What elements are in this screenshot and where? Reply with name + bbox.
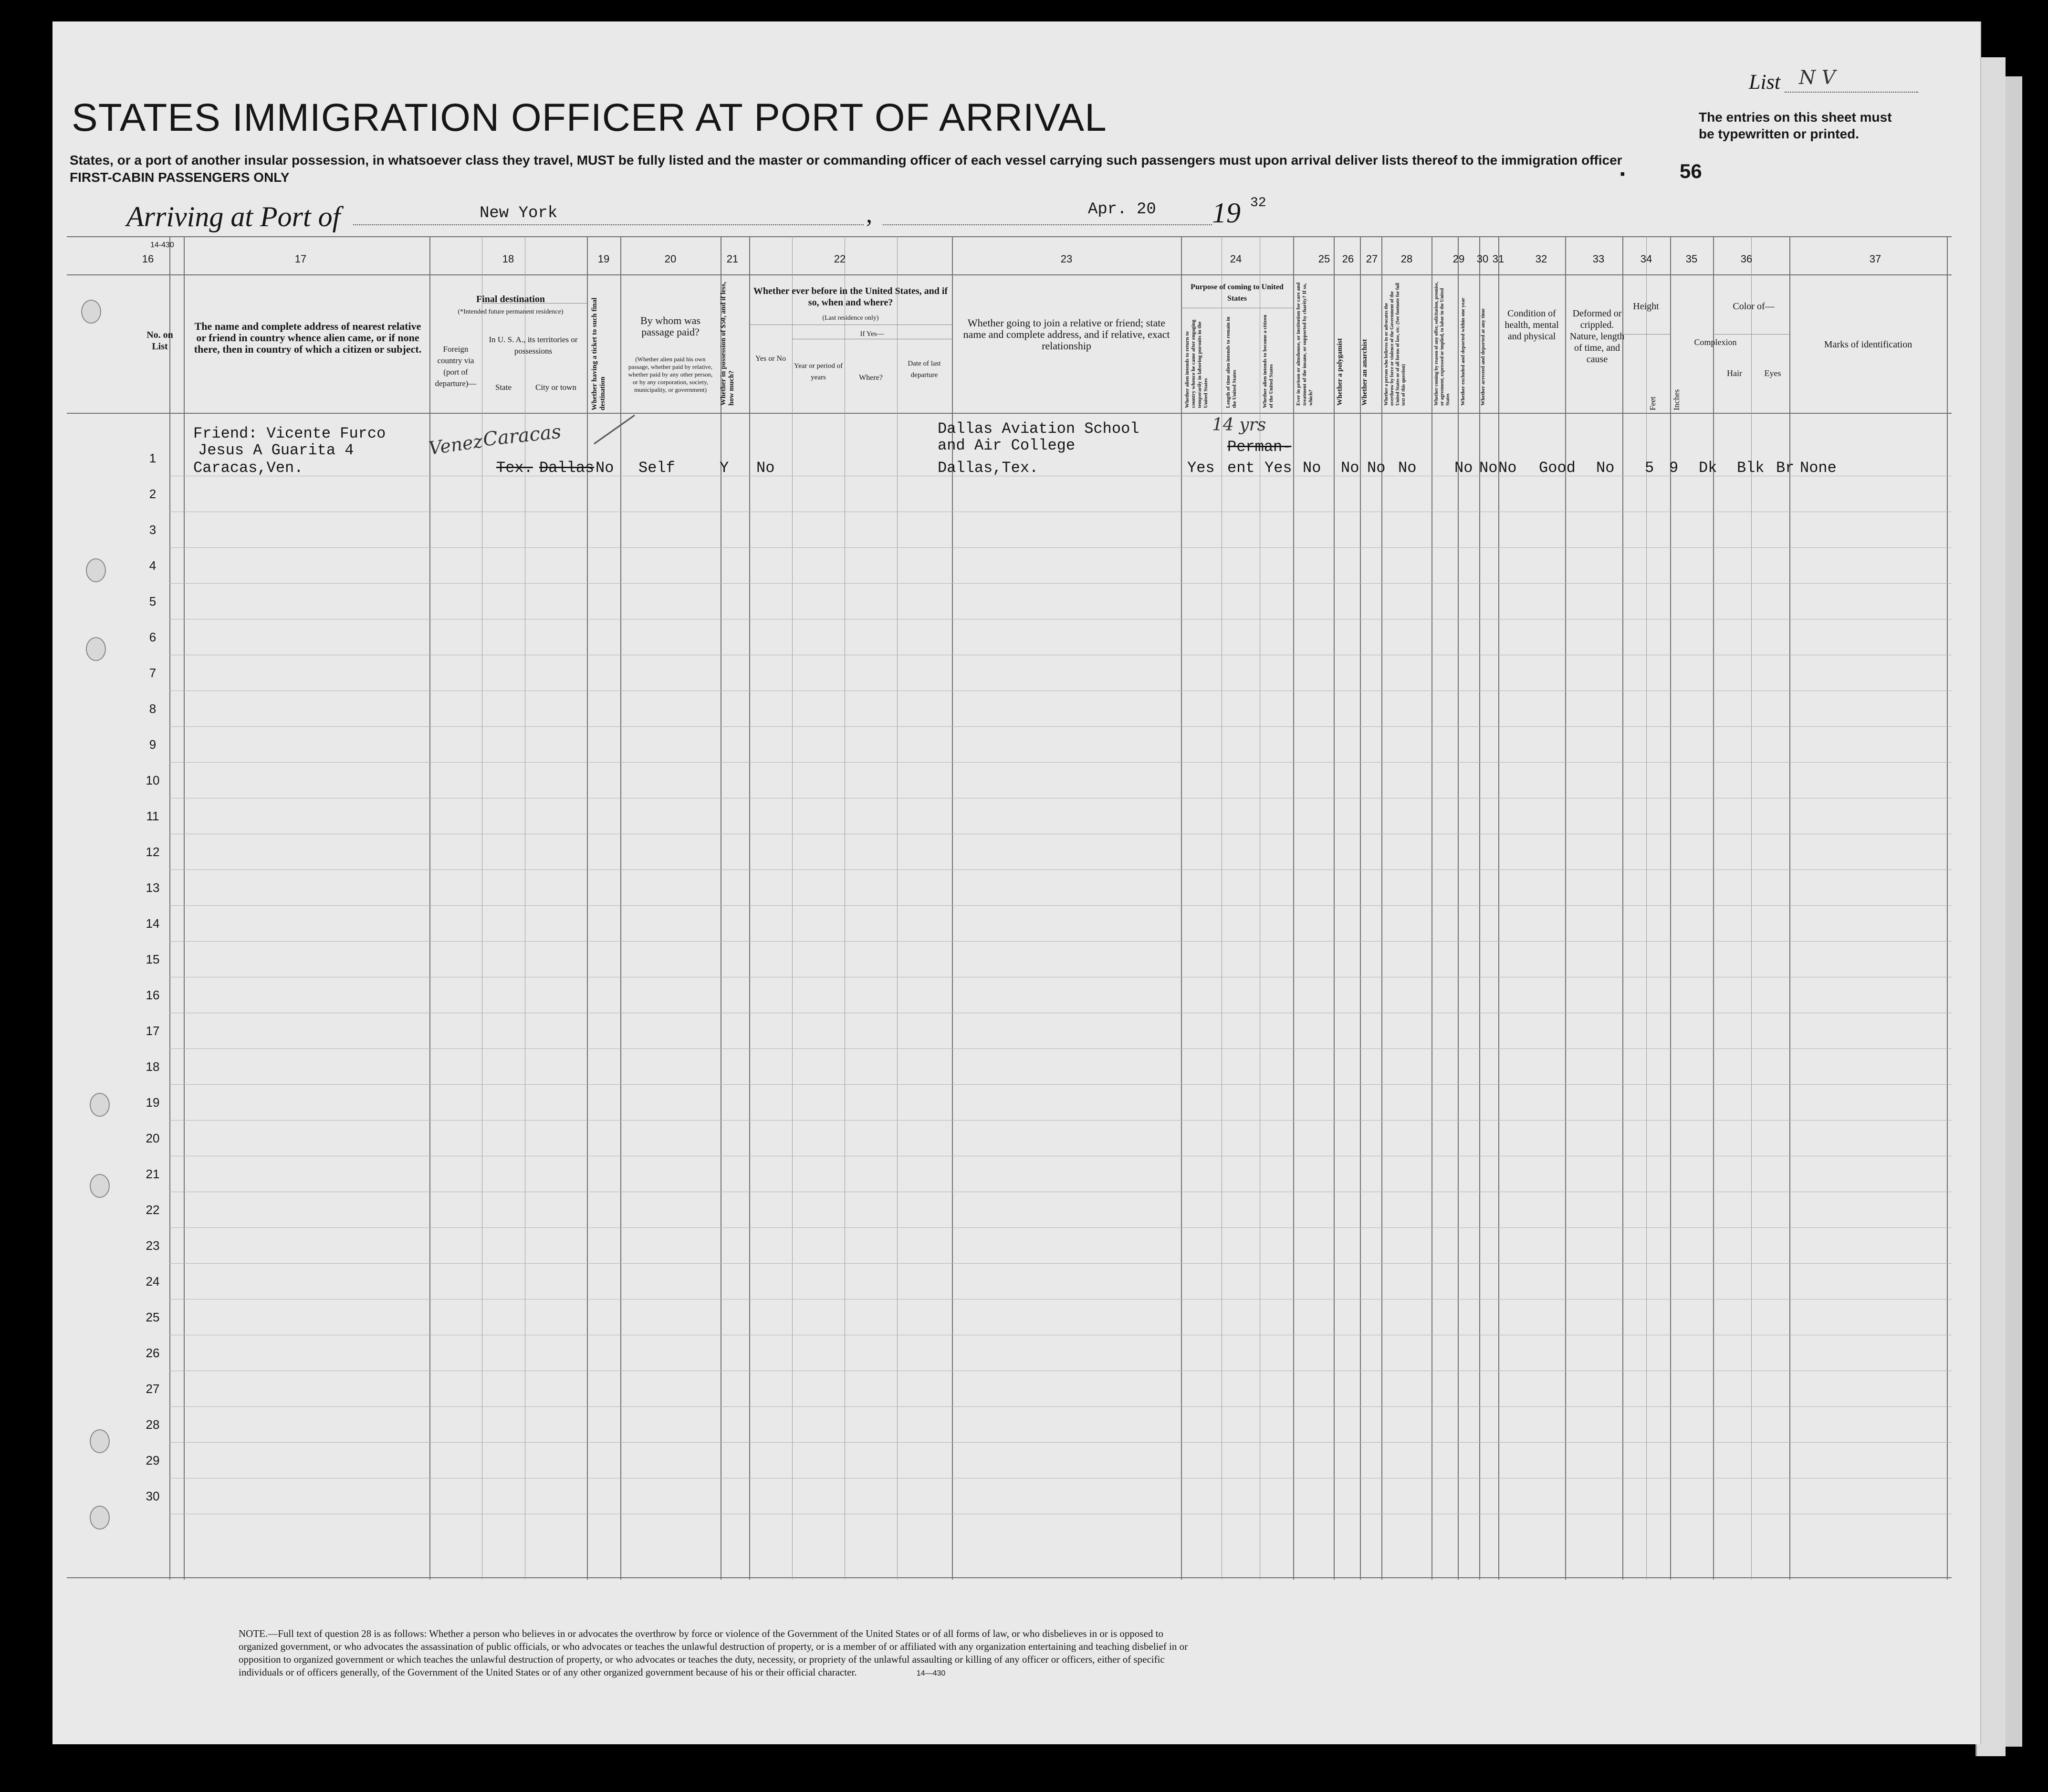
col-line	[1458, 236, 1459, 1580]
col18-foreign: Foreign country via (port of departure)—	[435, 345, 477, 388]
page-title: STATES IMMIGRATION OFFICER AT PORT OF ARRIVAL	[72, 96, 1107, 139]
col-number: 29	[1452, 253, 1465, 265]
col36-hair: Hair	[1727, 368, 1742, 378]
col27-header: Whether an anarchist	[1361, 339, 1369, 406]
col-line	[1498, 236, 1499, 1580]
row-number: 29	[146, 1453, 160, 1467]
row-number: 15	[146, 952, 160, 966]
col-number: 16	[142, 253, 154, 265]
intro-line: States, or a port of another insular possession, in whatsoever class they travel, MUST be fully listed and the master or commanding officer of each vessel carrying such passengers must upon arrival deliver lists thereof to the immigration officer	[70, 153, 1622, 168]
arrested-value: No	[1498, 459, 1517, 477]
row-number: 18	[146, 1059, 160, 1074]
col-line	[897, 236, 898, 1580]
row-line	[169, 547, 1952, 548]
col35-header: Complexion	[1694, 337, 1737, 347]
col-number: 23	[1060, 253, 1073, 265]
col20-title: By whom was passage paid?	[640, 314, 700, 338]
ticket-value: No	[596, 459, 614, 477]
row-line	[169, 941, 1952, 942]
row-line	[169, 1263, 1952, 1264]
row-number: 26	[146, 1346, 160, 1360]
row-line	[169, 1227, 1952, 1228]
footnote-form-number: 14—430	[916, 1669, 946, 1677]
row-line	[169, 762, 1952, 763]
col-number: 19	[597, 253, 610, 265]
col34-inches: Inches	[1672, 389, 1681, 410]
col30-header: Whether excluded and deported within one year	[1460, 297, 1466, 406]
col-line	[1334, 236, 1335, 1580]
col-line	[1381, 236, 1382, 1580]
col-line	[587, 236, 588, 1580]
col24-length: Length of time alien intends to remain in the United States	[1225, 316, 1237, 408]
row-number: 28	[146, 1417, 160, 1432]
row-number: 10	[146, 773, 160, 787]
form-number: 14-430	[150, 241, 174, 249]
length-typed: ent	[1227, 459, 1255, 477]
date-line	[883, 224, 1212, 225]
port-value: New York	[480, 204, 558, 222]
join-line: Dallas,Tex.	[938, 459, 1039, 477]
col16-header: No. on List	[146, 330, 173, 352]
subheader-line	[1713, 334, 1789, 335]
col31-header: Whether arrested and deported at any time	[1480, 308, 1486, 406]
row-number: 27	[146, 1382, 160, 1396]
health-value: Good	[1539, 459, 1576, 477]
footnote	[239, 1627, 1202, 1680]
col25-header: Ever in prison or almshouse, or institution for care and treatment of the insane, or supported by charity? If so, which?	[1296, 282, 1314, 406]
row-number: 9	[149, 737, 157, 752]
col-number: 17	[294, 253, 307, 265]
col-number: 32	[1535, 253, 1547, 265]
list-value: N V	[1799, 67, 1836, 89]
state-struck: Tex.	[496, 459, 533, 477]
col-line	[1646, 236, 1647, 1580]
row-number: 12	[146, 845, 160, 859]
col-line	[1670, 236, 1671, 1580]
passage-value: Self	[638, 459, 675, 477]
col-line	[1713, 236, 1714, 1580]
feet-value: 5	[1645, 459, 1654, 477]
anarchist-value: No	[1367, 459, 1386, 477]
row-number: 16	[146, 988, 160, 1002]
row-line	[169, 1048, 1952, 1049]
return-value: Yes	[1187, 459, 1215, 477]
year-suffix: 32	[1250, 196, 1266, 210]
typewritten-notice	[1699, 109, 1892, 142]
relative-line: Caracas,Ven.	[193, 459, 303, 477]
col-line	[1789, 236, 1790, 1580]
col36-title: Color of—	[1733, 301, 1775, 312]
col-number: 31	[1492, 253, 1505, 265]
notice-line: The entries on this sheet must	[1699, 110, 1892, 125]
col-number: 37	[1869, 253, 1881, 265]
col-line	[184, 236, 185, 1580]
col22-date: Date of last departure	[908, 360, 941, 379]
row-number: 6	[149, 630, 157, 644]
arriving-label: Arriving at Port of	[126, 201, 341, 232]
excluded-value: No	[1479, 459, 1498, 477]
row-number: 25	[146, 1310, 160, 1324]
col32-header: Condition of health, mental and physical	[1505, 308, 1559, 342]
polygamist-value: No	[1341, 459, 1359, 477]
col-number: 27	[1366, 253, 1378, 265]
row-number: 23	[146, 1238, 160, 1253]
col-number: 35	[1685, 253, 1698, 265]
col22-yesno: Yes or No	[755, 355, 786, 363]
col22-where: Where?	[859, 374, 883, 382]
row-number: 7	[149, 666, 157, 680]
col29-header: Whether coming by reason of any offer, solicitation, promise, or agreement, expressed or implied, to labor in the United States	[1434, 282, 1451, 406]
hair-value: Blk	[1737, 459, 1765, 477]
col-number: 21	[726, 253, 739, 265]
grid-line	[67, 413, 1952, 414]
col22-ifyes: If Yes—	[860, 330, 884, 338]
join-line: Dallas Aviation School	[938, 420, 1139, 438]
col-line	[1293, 236, 1294, 1580]
col-line	[1751, 236, 1752, 1580]
port-line	[353, 224, 864, 225]
intro-text	[70, 152, 1622, 186]
col-line	[1360, 236, 1361, 1580]
money-value: Y	[720, 459, 729, 477]
row-line	[169, 1120, 1952, 1121]
col19-header: Whether having a ticket to such final destination	[591, 297, 606, 410]
col-number: 34	[1640, 253, 1652, 265]
col36-eyes: Eyes	[1764, 368, 1781, 378]
row-number: 1	[149, 451, 157, 465]
col17-header: The name and complete address of nearest relative or friend in country whence alien came, or if none there, then in country of which a citizen or subject.	[194, 320, 422, 355]
relative-line: Friend: Vicente Furco	[193, 425, 386, 442]
deformed-value: No	[1596, 459, 1615, 477]
col-line	[749, 236, 750, 1580]
list-underline	[1785, 92, 1918, 93]
col-line	[1181, 236, 1182, 1580]
col-number: 20	[664, 253, 677, 265]
col33-header: Deformed or crippled. Nature, length of time, and cause	[1569, 308, 1625, 365]
col22-title: Whether ever before in the United States, and if so, when and where?	[753, 286, 948, 308]
row-number: 3	[149, 523, 157, 537]
col28-header: Whether a person who believes in or advocates the overthrow by force or violence of the Government of the United States or of all forms of law, etc. (See footnote for full text of this question)	[1384, 283, 1406, 406]
row-number: 30	[146, 1489, 160, 1503]
notice-line: be typewritten or printed.	[1699, 126, 1860, 141]
col-number: 25	[1318, 253, 1330, 265]
length-handwritten: 14 yrs	[1212, 415, 1266, 435]
pencil-mark	[592, 410, 639, 449]
col37-header: Marks of identification	[1824, 339, 1912, 350]
row-number: 8	[149, 702, 157, 716]
col-number: 22	[834, 253, 846, 265]
city-struck: Dallas	[539, 459, 595, 477]
row-number: 21	[146, 1167, 160, 1181]
col-number: 18	[502, 253, 514, 265]
col20-sub: (Whether alien paid his own passage, whether paid by relative, whether paid by any other person, or by any corporation, society, municipality, or government)	[628, 356, 713, 393]
page-number: 56	[1680, 160, 1702, 182]
col26-header: Whether a polygamist	[1336, 338, 1344, 406]
marks-value: None	[1800, 459, 1837, 477]
col-number: 24	[1230, 253, 1242, 265]
prison-value: No	[1303, 459, 1321, 477]
row-number: 22	[146, 1203, 160, 1217]
row-number: 13	[146, 880, 160, 895]
col22-year: Year or period of years	[794, 362, 843, 381]
complexion-value: Dk	[1699, 459, 1717, 477]
join-line: and Air College	[938, 437, 1076, 454]
date-value: Apr. 20	[1088, 200, 1156, 219]
row-number: 20	[146, 1131, 160, 1145]
length-struck: Perman-	[1227, 438, 1292, 456]
row-number: 17	[146, 1024, 160, 1038]
year-prefix: 19	[1212, 197, 1241, 229]
col22-sub: (Last residence only)	[822, 314, 879, 322]
citizen-value: Yes	[1264, 459, 1292, 477]
row-line	[169, 583, 1952, 584]
subheader-line	[1622, 334, 1670, 335]
col-line	[1479, 236, 1480, 1580]
comma: ,	[866, 201, 872, 228]
col34-feet: Feet	[1648, 396, 1657, 410]
col-number: 28	[1400, 253, 1413, 265]
foreign-port-handwritten: Venez	[427, 430, 484, 459]
col21-header: Whether in possession of $50, and if less, how much?	[720, 282, 735, 406]
col-number: 30	[1476, 253, 1489, 265]
col18-state: State	[495, 383, 512, 392]
col-line	[169, 236, 170, 1580]
col24-title: Purpose of coming to United States	[1191, 283, 1284, 303]
col24-citizen: Whether alien intends to become a citizen of the United States	[1262, 314, 1274, 408]
relative-line: Jesus A Guarita 4	[198, 441, 354, 459]
row-line	[169, 1084, 1952, 1085]
col-number: 33	[1592, 253, 1605, 265]
grid-line	[67, 236, 1952, 237]
row-line	[169, 1406, 1952, 1407]
row-line	[169, 905, 1952, 906]
row-number: 14	[146, 916, 160, 931]
col23-header: Whether going to join a relative or friend; state name and complete address, and if relative, exact relationship	[963, 317, 1170, 352]
col18-title: Final destination	[476, 294, 545, 304]
footnote-text: NOTE.—Full text of question 28 is as follows: Whether a person who believes in or advocates the overthrow by force or violence of the Government of the United States or of all forms of law, or who disbelieves in or is opposed to organized government, or who advocates the assassination of public officials, or who advocates or teaches the unlawful destruction of property, or is a member of or affiliated with any organization entertaining and teaching disbelief in or opposition to organized government or which teaches the unlawful destruction of property, or who advocates or teaches the duty, necessity, or propriety of the unlawful assaulting or killing of any officer or officers, either of specific individuals or of officers generally, of the Government of the United States or of any other organized government because of his or their official character.	[239, 1628, 1188, 1678]
col18-usa: In U. S. A., its territories or possessions	[489, 335, 578, 356]
col34-title: Height	[1633, 301, 1659, 312]
eyes-value: Br	[1776, 459, 1795, 477]
col-line	[1622, 236, 1623, 1580]
col18-city: City or town	[535, 383, 576, 392]
overthrow-value: No	[1398, 459, 1417, 477]
row-number: 2	[149, 487, 157, 501]
row-number: 4	[149, 558, 157, 573]
grid-line	[67, 274, 1952, 275]
row-line	[169, 1442, 1952, 1443]
col-number: 36	[1740, 253, 1753, 265]
ever-before-value: No	[756, 459, 775, 477]
row-number: 19	[146, 1095, 160, 1110]
tick-mark: ▪	[1620, 166, 1625, 182]
col-number: 26	[1342, 253, 1354, 265]
row-line	[169, 726, 1952, 727]
col-line	[1565, 236, 1566, 1580]
col-line	[792, 236, 793, 1580]
offer-value: No	[1454, 459, 1473, 477]
col24-return: Whether alien intends to return to country whence he came after engaging temporarily in laboring pursuits in the United States	[1184, 319, 1209, 408]
city-handwritten: Caracas	[482, 420, 563, 451]
cabin-class: FIRST-CABIN PASSENGERS ONLY	[70, 170, 290, 185]
list-label: List	[1749, 70, 1781, 94]
row-number: 5	[149, 594, 157, 608]
inches-value: 9	[1669, 459, 1679, 477]
row-number: 24	[146, 1274, 160, 1289]
grid-line	[67, 1577, 1952, 1578]
row-number: 11	[146, 809, 159, 823]
col-line	[1947, 236, 1948, 1580]
col18-sub: (*Intended future permanent residence)	[458, 308, 564, 315]
